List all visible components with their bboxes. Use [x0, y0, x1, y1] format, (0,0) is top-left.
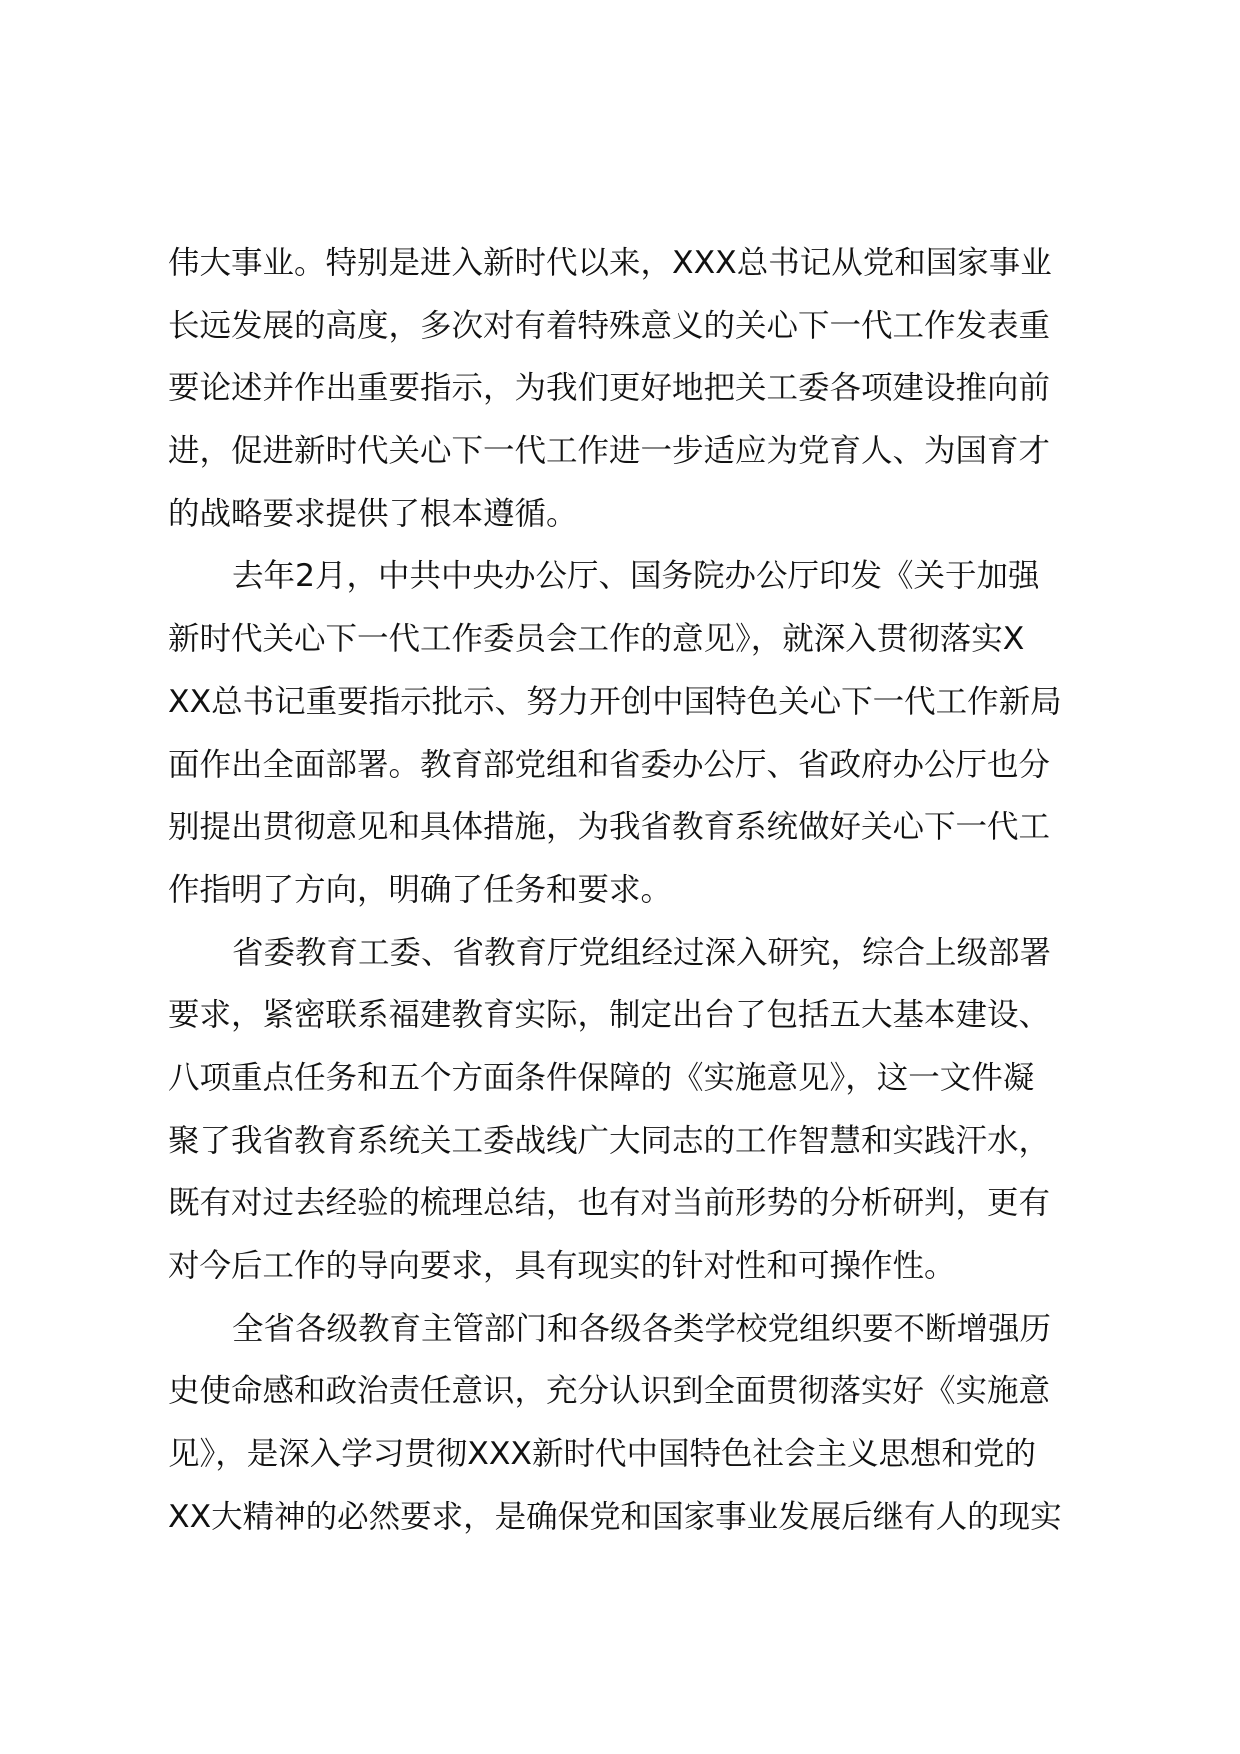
text-line: XX大精神的必然要求，是确保党和国家事业发展后继有人的现实	[168, 1498, 1062, 1535]
text-line: 的战略要求提供了根本遵循。	[168, 495, 578, 532]
text-line: 既有对过去经验的梳理总结，也有对当前形势的分析研判，更有	[168, 1185, 1051, 1222]
text-line: 史使命感和政治责任意识，充分认识到全面贯彻落实好《实施意	[168, 1373, 1051, 1410]
text-line: 进，促进新时代关心下一代工作进一步适应为党育人、为国育才	[168, 433, 1051, 470]
text-line: 要求，紧密联系福建教育实际，制定出台了包括五大基本建设、	[168, 997, 1051, 1034]
text-line: 要论述并作出重要指示，为我们更好地把关工委各项建设推向前	[168, 370, 1051, 407]
text-line: 面作出全面部署。教育部党组和省委办公厅、省政府办公厅也分	[168, 746, 1051, 783]
text-line: 长远发展的高度，多次对有着特殊意义的关心下一代工作发表重	[168, 307, 1051, 344]
text-line: 作指明了方向，明确了任务和要求。	[168, 871, 673, 908]
text-line: 聚了我省教育系统关工委战线广大同志的工作智慧和实践汗水，	[168, 1122, 1051, 1159]
paragraph-first-line: 省委教育工委、省教育厅党组经过深入研究，综合上级部署	[232, 934, 1052, 971]
paragraph-first-line: 去年2月，中共中央办公厅、国务院办公厅印发《关于加强	[232, 558, 1040, 595]
text-line: 别提出贯彻意见和具体措施，为我省教育系统做好关心下一代工	[168, 809, 1051, 846]
text-line: 伟大事业。特别是进入新时代以来，XXX总书记从党和国家事业	[168, 245, 1052, 281]
text-line: 新时代关心下一代工作委员会工作的意见》，就深入贯彻落实X	[168, 621, 1025, 658]
text-line: 见》，是深入学习贯彻XXX新时代中国特色社会主义思想和党的	[168, 1436, 1036, 1473]
text-line: 对今后工作的导向要求，具有现实的针对性和可操作性。	[168, 1248, 956, 1284]
document-body	[168, 232, 1118, 1548]
paragraph-first-line: 全省各级教育主管部门和各级各类学校党组织要不断增强历	[232, 1310, 1052, 1347]
text-line: XX总书记重要指示批示、努力开创中国特色关心下一代工作新局	[168, 683, 1062, 720]
text-line: 八项重点任务和五个方面条件保障的《实施意见》，这一文件凝	[168, 1059, 1035, 1096]
